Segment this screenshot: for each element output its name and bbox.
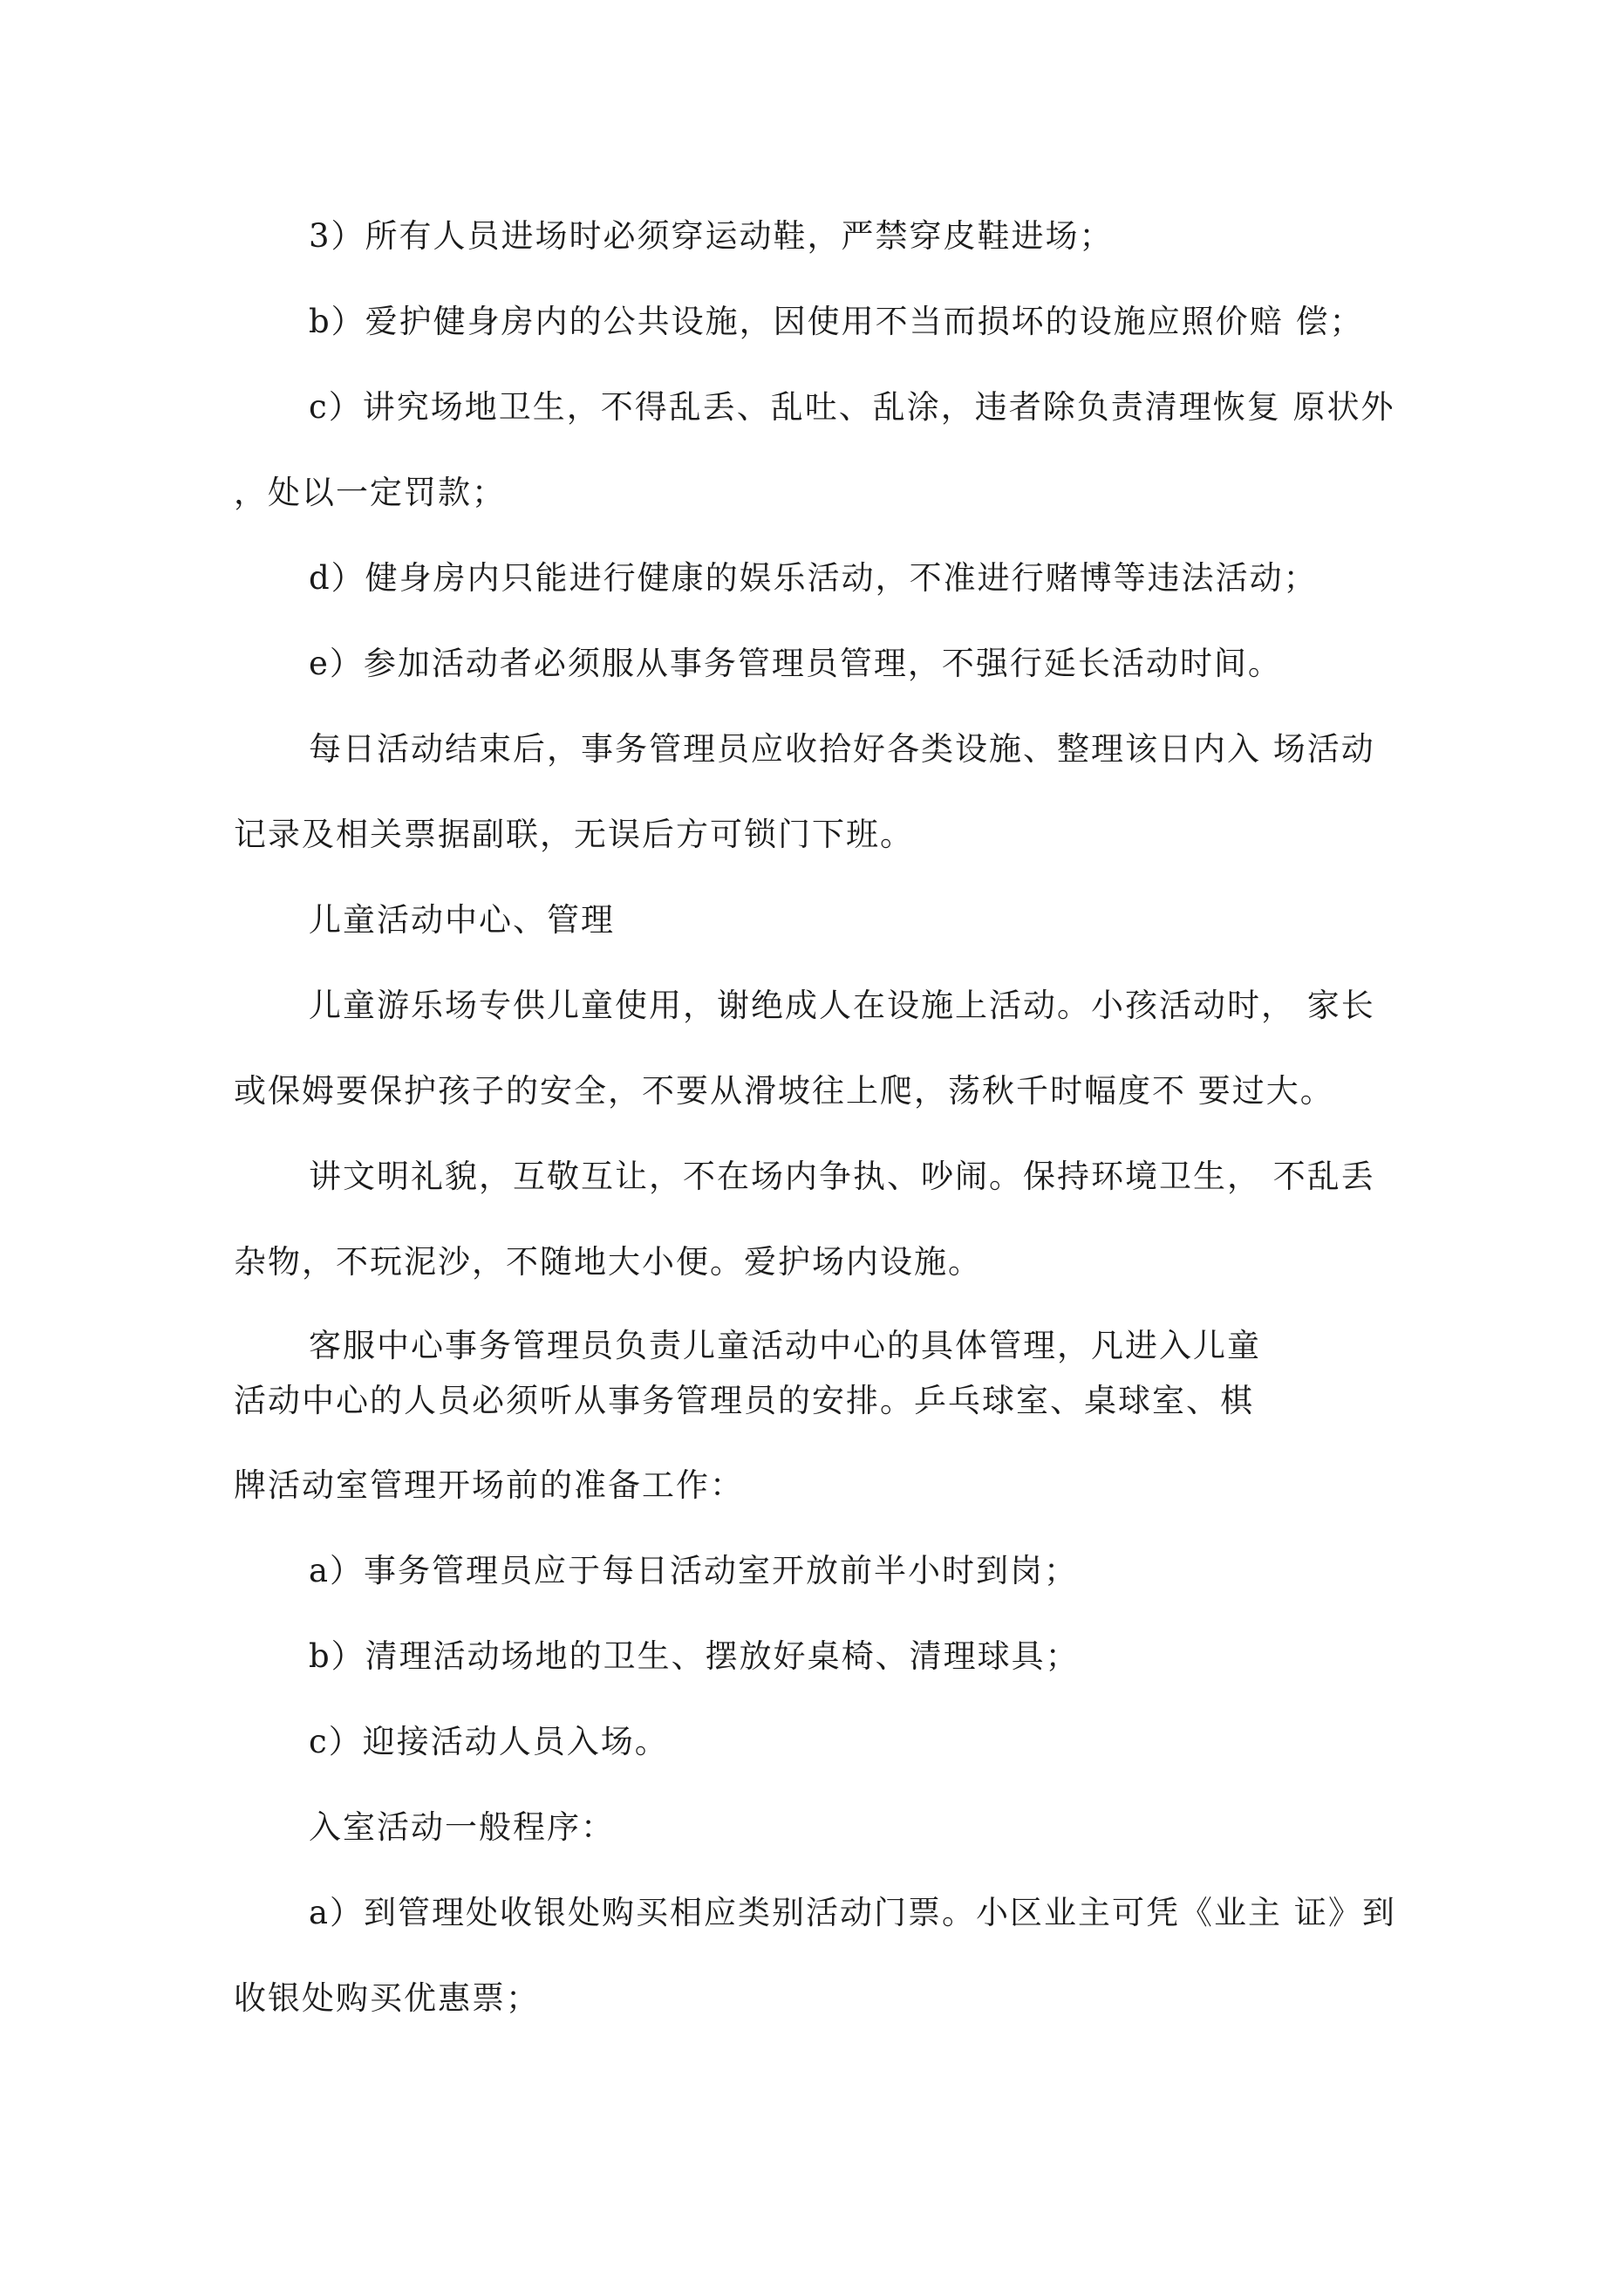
paragraph-line: d）健身房内只能进行健康的娱乐活动，不准进行赌博等违法活动； — [309, 559, 1318, 597]
paragraph-line: 每日活动结束后，事务管理员应收拾好各类设施、整理该日内入 场活动 — [309, 730, 1375, 768]
paragraph-line: ，处以一定罚款； — [234, 474, 506, 511]
paragraph-line: 讲文明礼貌，互敬互让，不在场内争执、吵闹。保持环境卫生， 不乱丢 — [309, 1158, 1375, 1195]
paragraph-line: 或保姆要保护孩子的安全，不要从滑坡往上爬，荡秋千时幅度不 要过大。 — [234, 1072, 1334, 1110]
section-heading: 儿童活动中心、管理 — [309, 901, 615, 939]
section-heading: 入室活动一般程序： — [309, 1808, 615, 1846]
paragraph-line: 客服中心事务管理员负责儿童活动中心的具体管理，凡进入儿童 — [309, 1327, 1261, 1364]
paragraph-line: c）讲究场地卫生，不得乱丢、乱吐、乱涂，违者除负责清理恢复 原状外 — [309, 388, 1395, 426]
paragraph-line: e）参加活动者必须服从事务管理员管理，不强行延长活动时间。 — [309, 645, 1282, 682]
paragraph-line: 杂物，不玩泥沙，不随地大小便。爱护场内设施。 — [234, 1243, 982, 1281]
paragraph-line: b）清理活动场地的卫生、摆放好桌椅、清理球具； — [309, 1637, 1080, 1675]
paragraph-line: a）到管理处收银处购买相应类别活动门票。小区业主可凭《业主 证》到 — [309, 1894, 1396, 1931]
paragraph-line: c）迎接活动人员入场。 — [309, 1723, 669, 1760]
paragraph-line: 3）所有人员进场时必须穿运动鞋，严禁穿皮鞋进场； — [309, 217, 1114, 255]
paragraph-line: 记录及相关票据副联，无误后方可锁门下班。 — [234, 816, 914, 853]
paragraph-line: b）爱护健身房内的公共设施，因使用不当而损坏的设施应照价赔 偿； — [309, 303, 1364, 340]
paragraph-line: 牌活动室管理开场前的准备工作： — [234, 1466, 744, 1504]
paragraph-line: 活动中心的人员必须听从事务管理员的安排。乒乓球室、桌球室、棋 — [234, 1382, 1254, 1419]
paragraph-line: a）事务管理员应于每日活动室开放前半小时到岗； — [309, 1552, 1079, 1589]
paragraph-line: 儿童游乐场专供儿童使用，谢绝成人在设施上活动。小孩活动时， 家长 — [309, 987, 1375, 1024]
paragraph-line: 收银处购买优惠票； — [234, 1979, 540, 2017]
